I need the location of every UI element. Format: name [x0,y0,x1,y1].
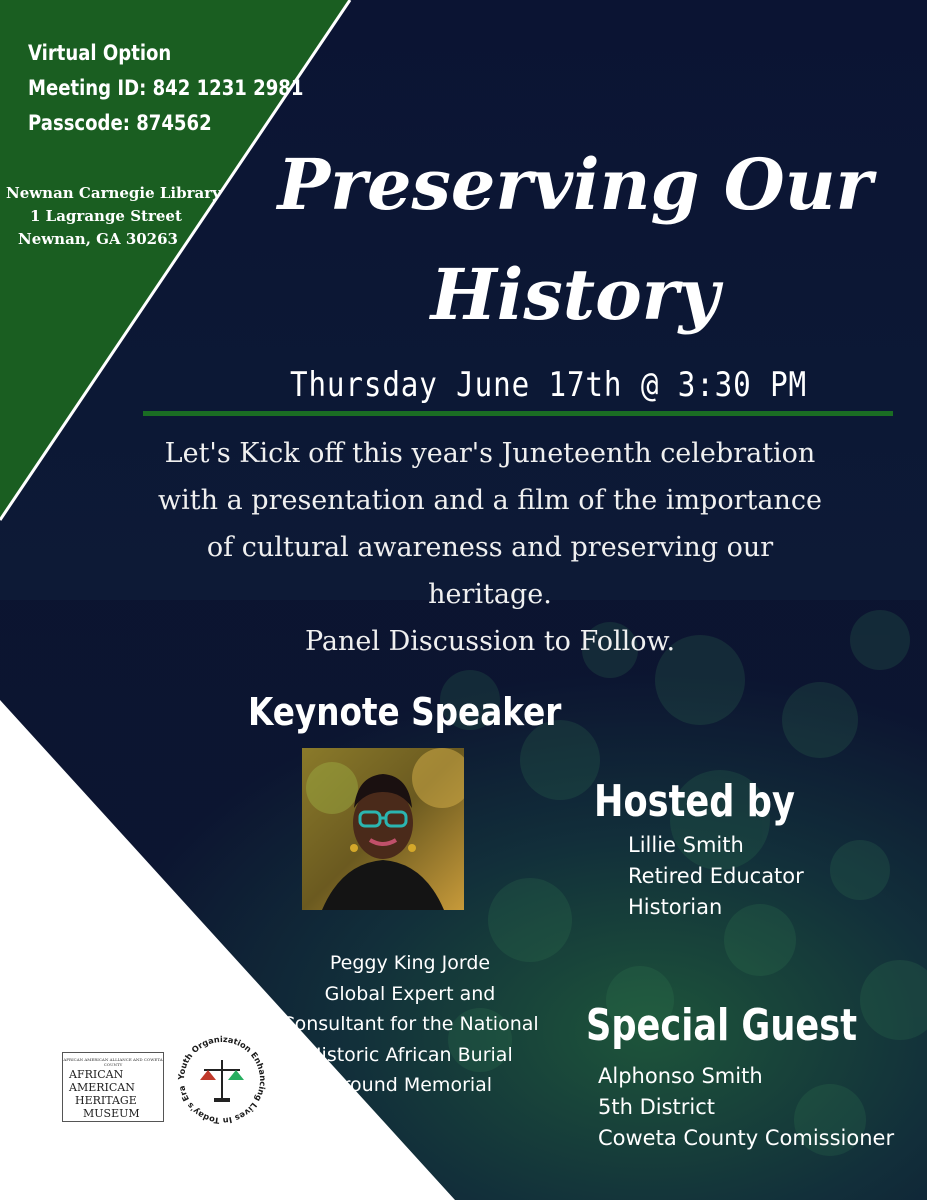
description-line: heritage. [428,579,552,610]
speaker-line: Global Expert and [324,982,496,1005]
divider [143,411,893,416]
host-line: Historian [628,895,723,919]
host-info [628,830,804,923]
description-line: Let's Kick off this year's Juneteenth celebration [164,438,816,469]
speaker-line: Ground Memorial [327,1074,493,1096]
host-line: Lillie Smith [628,833,744,857]
guest-line: 5th District [598,1095,716,1119]
speaker-info [262,948,558,1101]
description-line: with a presentation and a film of the importance [158,485,822,516]
hosted-heading: Hosted by [594,776,795,827]
address-line-1: Newnan Carnegie Library [6,184,221,202]
virtual-option: Virtual Option [28,41,172,65]
speaker-photo [302,748,464,910]
guest-line: Alphonso Smith [598,1064,763,1088]
speaker-line: Peggy King Jorde [329,952,491,974]
museum-logo-line: HERITAGE [75,1094,137,1107]
meeting-id: Meeting ID: 842 1231 2981 [28,76,304,100]
speaker-line: Consultant for the National [281,1013,539,1035]
youth-organization-logo [172,1030,272,1130]
poster-title [250,130,900,350]
museum-logo-line: AFRICAN [69,1068,124,1081]
youth-logo-ring-text: Youth Organization Enhancing Lives In Today's Era [175,1033,269,1127]
keynote-heading: Keynote Speaker [248,690,562,734]
guest-heading: Special Guest [586,1000,858,1051]
description-line: Panel Discussion to Follow. [304,626,676,657]
event-date: Thursday June 17th @ 3:30 PM [290,365,807,405]
museum-logo-line: AMERICAN [69,1081,135,1094]
address-line-3: Newnan, GA 30263 [18,230,178,248]
address-line-2: 1 Lagrange Street [30,207,182,225]
address [6,182,221,251]
description [100,430,880,665]
host-line: Retired Educator [628,864,804,888]
title-line-1: Preserving Our [277,143,873,226]
heritage-museum-logo [62,1052,164,1122]
passcode: Passcode: 874562 [28,111,212,135]
museum-logo-line: MUSEUM [83,1107,140,1120]
speaker-line: Historic African Burial [307,1043,513,1066]
museum-logo-top: AFRICAN AMERICAN ALLIANCE AND COWETA COUNTY [63,1057,163,1067]
guest-info [598,1061,894,1154]
description-line: of cultural awareness and preserving our [206,532,774,563]
guest-line: Coweta County Comissioner [598,1126,895,1150]
title-line-2: History [430,253,720,336]
virtual-info [28,36,303,141]
